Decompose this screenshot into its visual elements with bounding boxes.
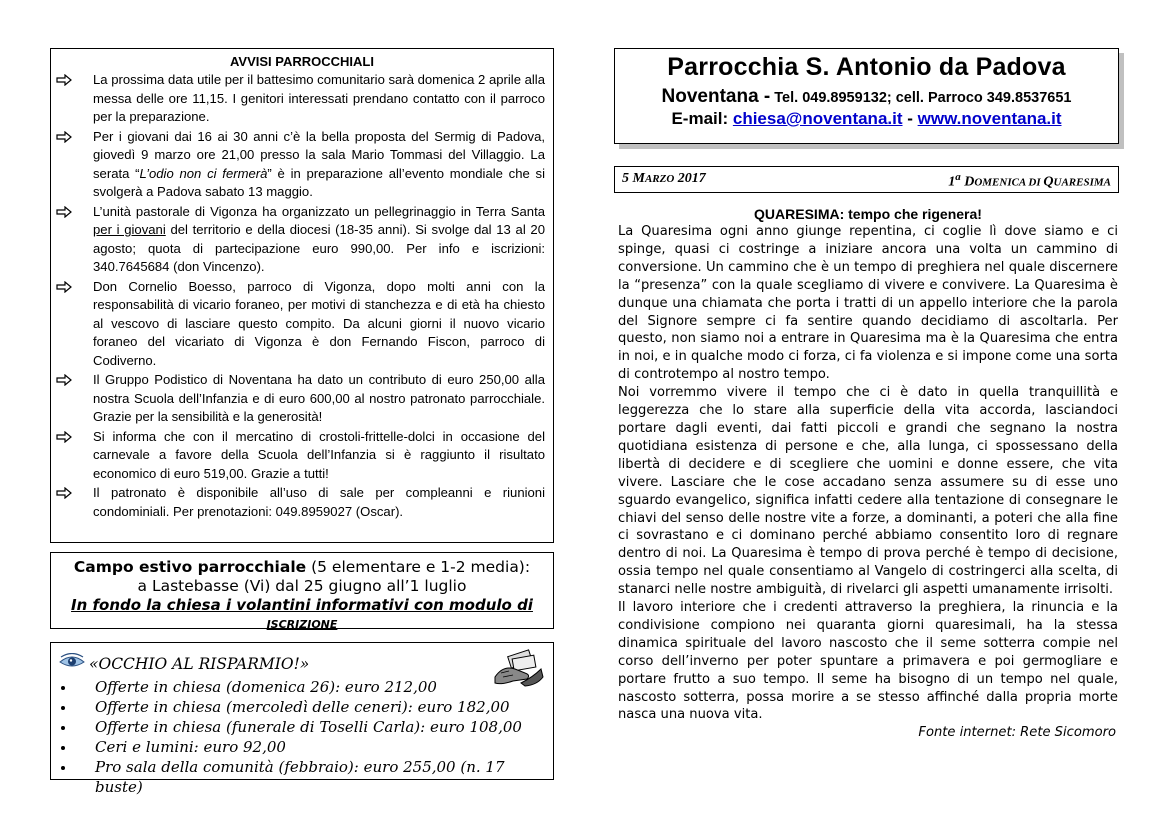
bullet-icon (61, 746, 65, 750)
avvisi-item-text: Il Gruppo Podistico di Noventana ha dato un contributo di euro 250,00 alla nostra Scuola dell’Infanzia e di euro 600,00 al nostro patronato parrocchiale. Grazie per la sensibilità e la generosità! (93, 372, 545, 424)
avvisi-item-3 (51, 203, 553, 277)
risparmio-item (51, 737, 553, 757)
avvisi-item-text: L’unità pastorale di Vigonza ha organizzato un pellegrinaggio in Terra Santa (93, 203, 545, 219)
date-month-initial: M (632, 171, 645, 186)
avvisi-item-text: Don Cornelio Boesso, parroco di Vigonza, dopo molti anni con la responsabilità di vicario foraneo, per motivi di stanchezza e di età ha chiesto al vescovo di lasciare questo compito. Da alcuni giorni il nuovo vicario foraneo del vicariato di Vigonza è don Fernando Fiscon, parroco di Codiverno. (93, 278, 545, 368)
hollow-arrow-icon (56, 487, 72, 499)
article-paragraph: Il lavoro interiore che i credenti attraverso la preghiera, la rinuncia e la condivisione compiono nei quaranta giorni quaresimali, ha la stessa dinamica spirituale del lavoro nascosto che il seme sotterra compie nel corso dell’inverno per poter spuntare a primavera e poi germogliare e portare frutto a suo tempo. Il seme ha bisogno di un tempo nel quale, nascosto sotterra, possa morire a se stesso affinché dalla propria morte nasca una nuova vita. (618, 600, 1118, 723)
risparmio-item (51, 717, 553, 737)
bulletin-date (622, 171, 706, 187)
avvisi-item-text: Il patronato è disponibile all’uso di sale per compleanni e riunioni condominiali. Per prenotazioni: 049.8959027 (Oscar). (93, 485, 545, 519)
date-year: 2017 (674, 171, 706, 186)
avvisi-item-text: Si informa che con il mercatino di crostoli-frittelle-dolci in occasione del carnevale a favore della Scuola dell’Infanzia si è raggiunto il risultato economico di euro 519,00. Grazie a tutti! (93, 428, 545, 481)
sunday-q: Q (1043, 174, 1054, 190)
sunday-rest-2: UARESIMA (1053, 176, 1111, 189)
avvisi-title: AVVISI PARROCCHIALI (230, 54, 374, 69)
sunday-rest: OMENICA DI (974, 176, 1044, 189)
liturgical-sunday (948, 171, 1111, 191)
sunday-d: D (960, 174, 975, 190)
risparmio-item-text: Offerte in chiesa (domenica 26): euro 212,00 (95, 678, 437, 696)
date-day: 5 (622, 171, 633, 186)
campo-note (51, 596, 553, 632)
risparmio-item-text: Offerte in chiesa (mercoledì delle ceneri): euro 182,00 (95, 698, 510, 716)
risparmio-item-text: Ceri e lumini: euro 92,00 (95, 738, 286, 756)
avvisi-item-7 (51, 484, 553, 521)
risparmio-box (50, 642, 554, 796)
avvisi-item-text: La prossima data utile per il battesimo comunitario sarà domenica 2 aprile alla messa delle ore 11,15. I genitori interessati prendano contatto con il parroco per la preparazione. (93, 72, 545, 124)
contact-line (615, 86, 1118, 108)
risparmio-item (51, 677, 553, 697)
eye-icon (59, 653, 85, 669)
phone-numbers: Tel. 049.8959132; cell. Parroco 349.8537651 (770, 90, 1072, 106)
hollow-arrow-icon (56, 74, 72, 86)
avvisi-item-2 (51, 128, 553, 202)
campo-line-1 (51, 558, 553, 576)
bullet-icon (61, 706, 65, 710)
campo-estivo-box (50, 552, 554, 629)
sunday-ordinal: a (955, 171, 961, 183)
email-line (615, 109, 1118, 129)
parish-name: Parrocchia S. Antonio da Padova (667, 53, 1066, 81)
avvisi-item-1 (51, 71, 553, 127)
sunday-number: 1 (948, 174, 956, 190)
email-label: E-mail: (671, 109, 733, 128)
campo-dates: a Lastebasse (Vi) dal 25 giugno all’1 luglio (137, 577, 467, 595)
avvisi-item-text: Per i giovani dai 16 ai 30 anni c’è la bella proposta del Sermig di Padova, giovedì 9 marzo ore 21,00 presso la sala Mario Tommasi del Villaggio. La serata “ (93, 128, 545, 181)
avvisi-item-6 (51, 428, 553, 484)
risparmio-title: «OCCHIO AL RISPARMIO!» (89, 655, 310, 673)
campo-title: Campo estivo parrocchiale (73, 558, 307, 576)
avvisi-item-4 (51, 278, 553, 371)
risparmio-item-text: Offerte in chiesa (funerale di Toselli Carla): euro 108,00 (95, 718, 522, 736)
hollow-arrow-icon (56, 206, 72, 218)
separator: - (902, 109, 918, 128)
underlined-text: per i giovani (93, 222, 166, 237)
risparmio-item (51, 757, 553, 797)
date-month-rest: ARZO (644, 173, 675, 185)
avvisi-box (50, 48, 554, 543)
hollow-arrow-icon (56, 281, 72, 293)
bullet-icon (61, 766, 65, 770)
campo-note-text: In fondo la chiesa i volantini informativi con modulo di (71, 596, 533, 614)
campo-note-iscrizione: ISCRIZIONE (266, 618, 338, 631)
campo-ages: (5 elementare e 1-2 media): (306, 558, 531, 576)
risparmio-item-text: Pro sala della comunità (febbraio): euro 255,00 (n. 17 buste) (95, 758, 505, 796)
email-link[interactable]: chiesa@noventana.it (732, 109, 903, 128)
event-title: L’odio non ci fermerà (139, 165, 268, 181)
avvisi-item-text: ” è in preparazione all’evento mondiale che si svolgerà a Padova sabato 13 maggio. (93, 165, 545, 199)
article (618, 205, 1118, 742)
hollow-arrow-icon (56, 131, 72, 143)
article-source: Fonte internet: Rete Sicomoro (918, 725, 1116, 741)
bullet-icon (61, 726, 65, 730)
bullet-icon (61, 686, 65, 690)
hollow-arrow-icon (56, 431, 72, 443)
risparmio-list (51, 677, 553, 797)
parish-header (614, 48, 1119, 144)
avvisi-list (51, 71, 553, 521)
website-link[interactable]: www.noventana.it (917, 109, 1062, 128)
hollow-arrow-icon (56, 374, 72, 386)
avvisi-item-5 (51, 371, 553, 427)
avvisi-item-text: del territorio e della diocesi (18-35 anni). Si svolge dal 13 al 20 agosto; quota di partecipazione euro 990,00. Per info e iscrizioni: 340.7645684 (don Vincenzo). (93, 222, 545, 274)
date-bar (614, 166, 1119, 193)
town-name: Noventana - (661, 86, 771, 107)
article-title: QUARESIMA: tempo che rigenera! (754, 206, 982, 222)
article-paragraph: Noi vorremmo vivere il tempo che ci è dato in quella tranquillità e leggerezza che lo stare alla superficie della vita accorda, lasciandoci portare dagli eventi, dai fatti piccoli e grandi che segnano la nostra quotidiana esistenza di persone e che, alla lunga, ci spossessano della libertà di decidere e di scegliere che uomini e donne essere, che vita vivere. Lasciare che le cose accadano senza assumere su di esse uno sguardo evangelico, significa infatti cedere alla tentazione di consegnare le chiavi del senso delle nostre vite a forze, a dominanti, a poteri che alla fine ci sovrastano e ci dominano perché abbiamo consentito loro di regnare dentro di noi. La Quaresima è tempo di prova perché è tempo di decisione, ossia tempo nel quale consentiamo al Vangelo di costringerci alla scelta, di stanarci nelle nostre ambiguità, di rivelarci gli aspetti umanamente irrisolti. (618, 385, 1118, 598)
risparmio-item (51, 697, 553, 717)
article-paragraph: La Quaresima ogni anno giunge repentina, ci coglie lì dove siamo e ci spinge, quasi ci costringe a iniziare ancora una volta un cammino di conversione. Un cammino che è un tempo di preghiera nel quale discernere la “presenza” con la quale scegliamo di vivere e convivere. La Quaresima è dunque una chiamata che porta i tratti di un appello interiore che la parola del Signore sempre ci fa sentire quando decidiamo di ascoltarla. Per questo, non siamo noi a entrare in Quaresima ma è la Quaresima che entra in noi, e in qualche modo ci forza, ci fa violenza e si impone come una sorta di controtempo al nostro tempo. (618, 224, 1118, 383)
